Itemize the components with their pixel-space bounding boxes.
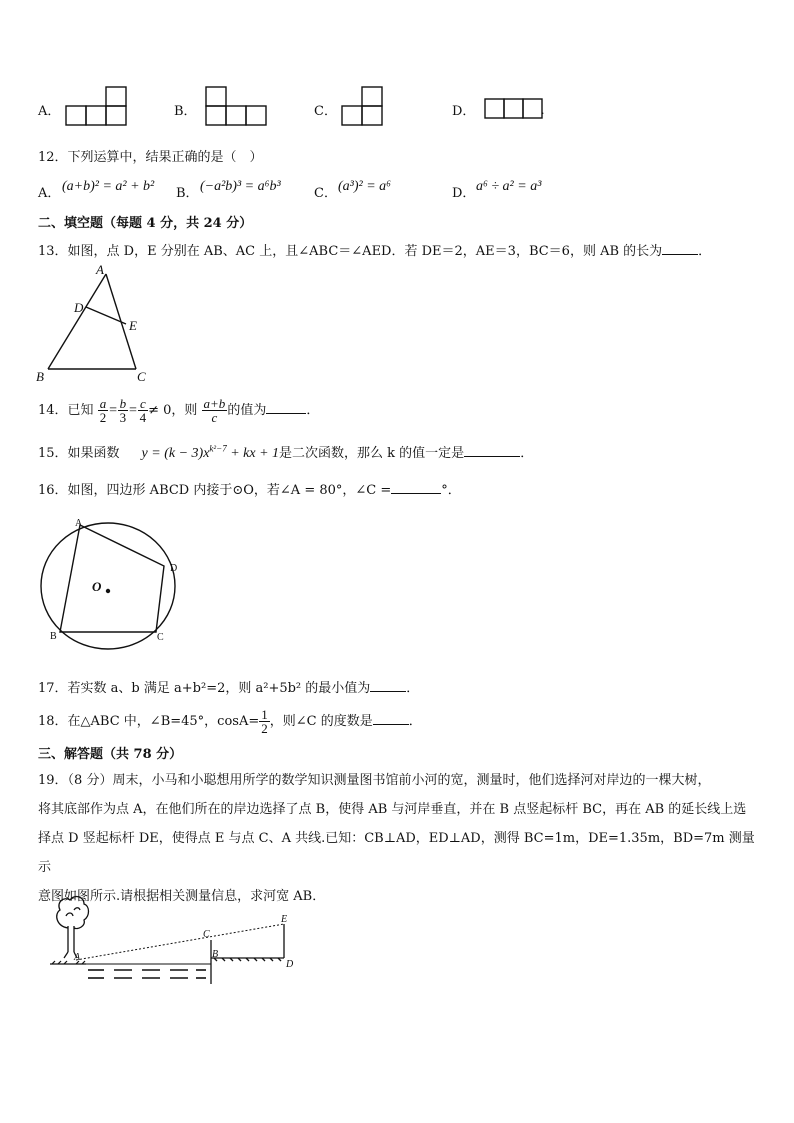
q12-option-b-label: B． [176,186,199,201]
q16-label-b: B [50,631,57,642]
q13-end: ． [698,244,712,259]
tree-icon [57,897,89,958]
q17-stem: 17．若实数 a、b 满足 a+b²=2，则 a²+5b² 的最小值为 [38,681,371,696]
q13-label-a: A [96,262,104,277]
q16-label-o: O [92,579,102,594]
q19-line-4: 意图如图所示.请根据相关测量信息，求河宽 AB． [38,889,326,904]
q11-option-c-label: C． [314,104,337,119]
q16-label-d: D [170,563,178,574]
q16-end: °． [441,483,461,498]
q11-option-a-figure [64,85,128,127]
q12-option-b-expr: (−a²b)³ = a⁶b³ [200,179,281,194]
q12-stem: 12．下列运算中，结果正确的是（ ） [38,150,263,165]
q11-option-c-figure [340,85,386,127]
near-bank [211,958,284,984]
q13-label-b: B [36,369,44,384]
q19-label-c: C [203,929,210,940]
q15-answer-blank [464,444,520,457]
q16-label-c: C [157,632,164,643]
q12-option-d-label: D． [452,186,476,201]
q15-exponent: k²−7 [209,443,227,454]
q12-option-a-label: A． [38,186,61,201]
q16-quadrilateral [60,525,164,632]
q14-eq-2: = [128,403,138,418]
q17-answer-blank [370,679,406,692]
q13-line [38,240,711,259]
river-dashes [88,970,206,978]
q16-answer-blank [391,481,441,494]
q14-frac-b: $\frac{b}{3}$ [119,396,127,425]
q14-line [38,391,319,431]
section-3-title: 三、解答题（共 78 分） [38,747,183,762]
q18-end: ． [408,714,422,729]
q14-frac-a: $\frac{a}{2}$ [99,396,107,425]
q13-label-c: C [137,369,146,384]
q15-end: ． [520,446,534,461]
q19-river-figure [46,892,306,984]
q16-circle [41,523,178,649]
q16-center-dot [106,589,110,593]
q14-suffix: 的值为 [227,403,267,418]
q11-option-b-label: B． [174,104,197,119]
q18-answer-blank [373,712,409,725]
q18-line [38,702,422,742]
q15-expr-rest: + kx + 1 [226,446,280,461]
q13-triangle-figure [30,262,160,386]
q13-answer-blank [662,242,698,255]
q17-end: ． [406,681,420,696]
q14-frac-c: $\frac{c}{4}$ [139,396,147,425]
q16-circle-figure [32,516,188,650]
q16-stem: 16．如图，四边形 ABCD 内接于⊙O，若∠A = 80°，∠C = [38,483,392,498]
q19-line-3: 择点 D 竖起标杆 DE，使得点 E 与点 C、A 共线.已知：CB⊥AD，ED⊥AD，测得 BC=1m，DE=1.35m，BD=7m 测量示 [38,831,755,875]
q18-frac: $\frac{1}{2}$ [261,707,268,736]
q19-label-e: E [281,914,288,925]
q15-suffix: 是二次函数，那么 k 的值一定是 [279,446,465,461]
q19-line-2: 将其底部作为点 A，在他们所在的岸边选择了点 B，使得 AB 与河岸垂直，并在 B 点竖起标杆 BC，再在 AB 的延长线上选 [38,802,747,817]
q11-option-d-figure [483,97,547,121]
q11-option-d-label: D． [452,104,476,119]
q18-suffix: ，则∠C 的度数是 [269,714,373,729]
q11-option-a-label: A． [38,104,61,119]
sight-line [76,924,284,960]
q12-option-d-expr: a⁶ ÷ a² = a³ [476,179,542,194]
q19-label-a: A [74,952,81,963]
q11-option-d-dot: . [541,104,545,117]
q14-neq: ≠ 0，则 [148,403,198,418]
q19-label-d: D [286,959,294,970]
q19-text [38,766,758,911]
q14-frac-sum: $\frac{a+b}{c}$ [203,396,226,425]
q15-expr: y = (k − 3)x [141,446,210,461]
q19-line-1: 19．（8 分）周末，小马和小聪想用所学的数学知识测量图书馆前小河的宽，测量时，他们选择河对岸边的一棵大树， [38,773,711,788]
q16-line [38,479,461,498]
q13-label-e: E [129,318,137,333]
q16-label-a: A [75,518,83,529]
q14-eq-1: = [108,403,118,418]
q12-option-c-label: C． [314,186,337,201]
q17-line [38,677,419,696]
q14-end: ． [306,403,320,418]
q12-option-a-expr: (a+b)² = a² + b² [62,179,155,194]
section-2-title: 二、填空题（每题 4 分，共 24 分） [38,216,253,231]
q14-answer-blank [266,401,306,414]
q14-prefix: 14．已知 [38,403,94,418]
q13-label-d: D [74,300,84,315]
q11-option-b-figure [204,85,268,127]
q15-prefix: 15．如果函数 [38,446,120,461]
q19-label-b: B [212,949,219,960]
q18-prefix: 18．在△ABC 中，∠B=45°，cosA= [38,714,260,729]
q13-stem: 13．如图，点 D，E 分别在 AB、AC 上，且∠ABC＝∠AED．若 DE＝2，AE＝3，BC＝6，则 AB 的长为 [38,244,663,259]
q15-line [38,442,533,462]
q12-option-c-expr: (a³)² = a⁶ [338,179,392,194]
